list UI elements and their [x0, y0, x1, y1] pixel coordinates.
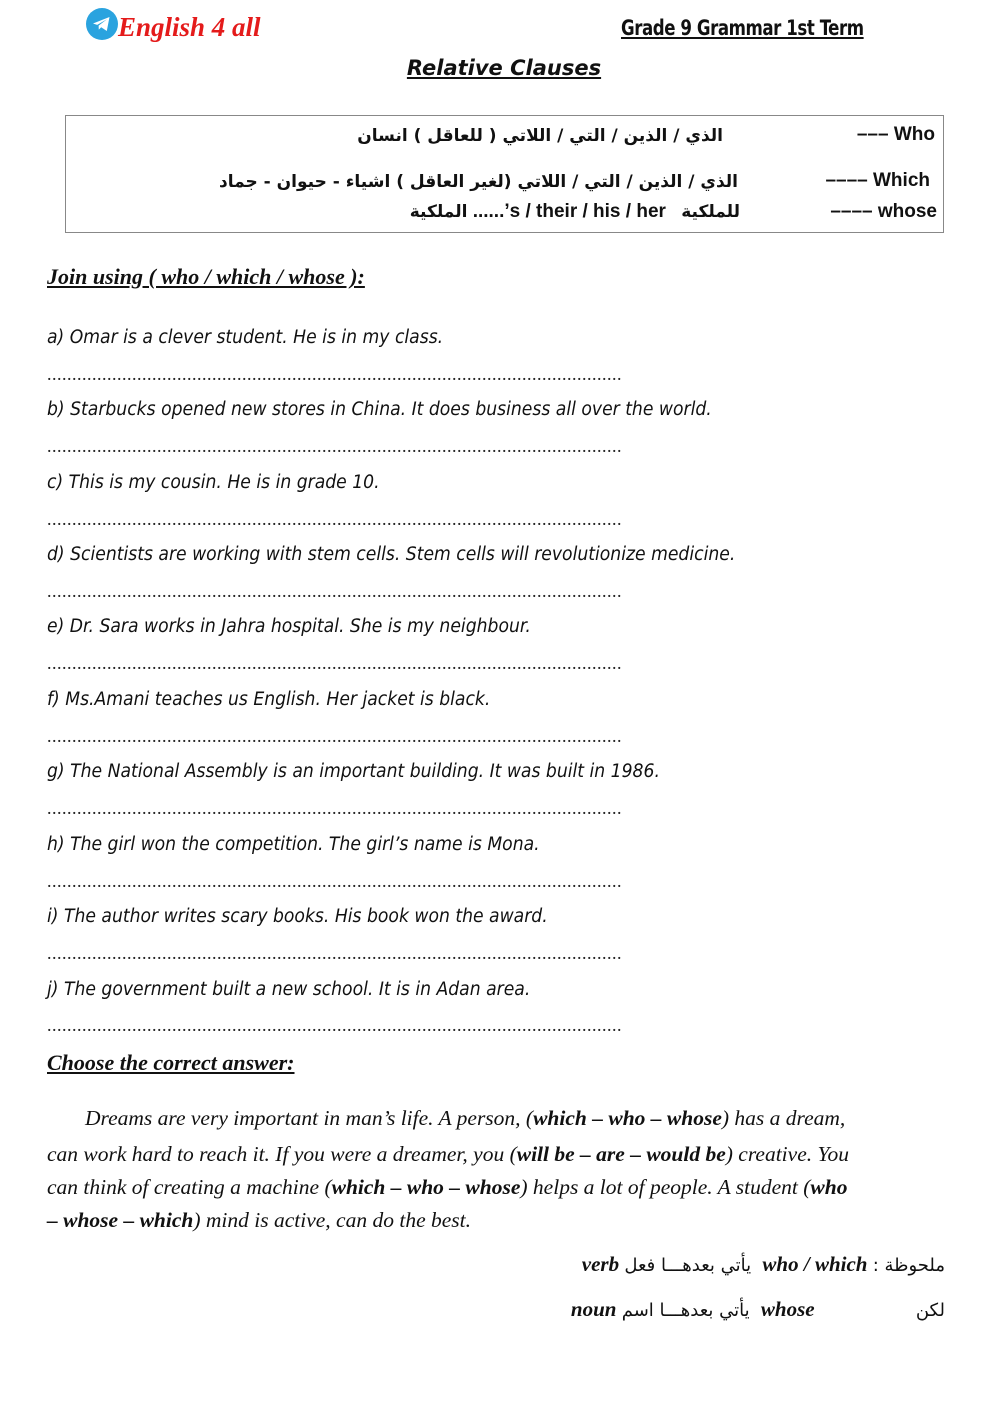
- answer-line-f[interactable]: ...................................................................................................................: [47, 726, 622, 746]
- passage-line-4: – whose – which) mind is active, can do the best.: [47, 1208, 472, 1232]
- rule-whose-dash: ––––: [830, 201, 878, 222]
- passage-line-3: can think of creating a machine (which – who – whose) helps a lot of people. A student (who: [47, 1175, 848, 1199]
- choose-heading: Choose the correct answer:: [47, 1050, 295, 1075]
- question-h: h) The girl won the competition. The girl’s name is Mona.: [47, 834, 540, 855]
- rule-who-arabic: الذي / الذين / التي / اللاتي ( للعاقل ) انسان: [357, 126, 723, 146]
- note1-term: verb: [581, 1252, 620, 1276]
- question-f: f) Ms.Amani teaches us English. Her jacket is black.: [47, 689, 491, 710]
- question-c: c) This is my cousin. He is in grade 10.: [47, 472, 380, 493]
- rule-whose-word: whose: [877, 201, 937, 222]
- question-b: b) Starbucks opened new stores in China. It does business all over the world.: [47, 399, 712, 420]
- passage-line-2: can work hard to reach it. If you were a dreamer, you (will be – are – would be) creative. You: [47, 1142, 849, 1166]
- question-g: g) The National Assembly is an important building. It was built in 1986.: [47, 761, 660, 782]
- note2-arabic: يأتي بعدهـــا اسم: [621, 1300, 750, 1321]
- question-d: d) Scientists are working with stem cells. Stem cells will revolutionize medicine.: [47, 544, 736, 565]
- note2-term: noun: [570, 1297, 617, 1321]
- rule-which-arabic: الذي / الذين / التي / اللاتي (لغير العاقل ) اشياء - حيوان - جماد: [219, 172, 738, 192]
- note1-arabic: يأتي بعدهـــا فعل: [624, 1255, 752, 1276]
- rule-whose-arabic-left: الملكية: [409, 202, 468, 222]
- choose-passage: [47, 1100, 927, 1238]
- passage-line-1: Dreams are very important in man’s life. A person, (which – who – whose) has a dream,: [85, 1106, 846, 1130]
- rule-whose-arabic-right: للملكية: [681, 202, 740, 222]
- rule-who-word: Who: [893, 124, 935, 145]
- rule-which-dash: ––––: [825, 170, 873, 191]
- choice-group-3[interactable]: which – who – whose: [331, 1175, 521, 1199]
- telegram-icon: [86, 8, 118, 40]
- rule-who-dash: –––: [856, 124, 894, 145]
- answer-line-b[interactable]: ...................................................................................................................: [47, 436, 622, 456]
- answer-line-c[interactable]: ...................................................................................................................: [47, 509, 622, 529]
- note1-label: ملحوظة :: [872, 1255, 945, 1276]
- page-title: Relative Clauses: [406, 56, 602, 80]
- note2-words: whose: [760, 1297, 815, 1321]
- answer-line-a[interactable]: ...................................................................................................................: [47, 364, 622, 384]
- answer-line-i[interactable]: ...................................................................................................................: [47, 943, 622, 963]
- rule-whose-english: ......’s / their / his / her: [472, 201, 666, 222]
- answer-line-j[interactable]: ...................................................................................................................: [47, 1015, 622, 1035]
- grade-term: Grade 9 Grammar 1st Term: [621, 16, 864, 40]
- answer-line-e[interactable]: ...................................................................................................................: [47, 653, 622, 673]
- relative-pronoun-rules-box: [65, 115, 944, 233]
- rule-which-word: Which: [873, 170, 930, 191]
- answer-line-g[interactable]: ...................................................................................................................: [47, 798, 622, 818]
- rule-which: [825, 170, 930, 192]
- rule-whose: [830, 201, 937, 223]
- rule-whose-explain: [410, 201, 740, 223]
- question-e: e) Dr. Sara works in Jahra hospital. She is my neighbour.: [47, 616, 531, 637]
- rule-who: [857, 124, 935, 146]
- choice-group-2[interactable]: will be – are – would be: [516, 1142, 726, 1166]
- choice-group-1[interactable]: which – who – whose: [533, 1106, 722, 1130]
- note1-words: who / which: [762, 1252, 868, 1276]
- answer-line-d[interactable]: ...................................................................................................................: [47, 581, 622, 601]
- answer-line-h[interactable]: ...................................................................................................................: [47, 871, 622, 891]
- question-i: i) The author writes scary books. His book won the award.: [47, 906, 548, 927]
- question-j: j) The government built a new school. It is in Adan area.: [47, 979, 531, 1000]
- note2-label: لكن: [915, 1300, 945, 1321]
- note-who-which: [582, 1252, 945, 1277]
- join-heading: Join using ( who / which / whose ):: [47, 264, 365, 289]
- choice-group-4-end[interactable]: – whose – which: [47, 1208, 194, 1232]
- note-whose: [571, 1297, 945, 1322]
- brand-name: English 4 all: [118, 12, 261, 42]
- choice-group-4-start[interactable]: who: [810, 1175, 848, 1199]
- question-a: a) Omar is a clever student. He is in my class.: [47, 327, 444, 348]
